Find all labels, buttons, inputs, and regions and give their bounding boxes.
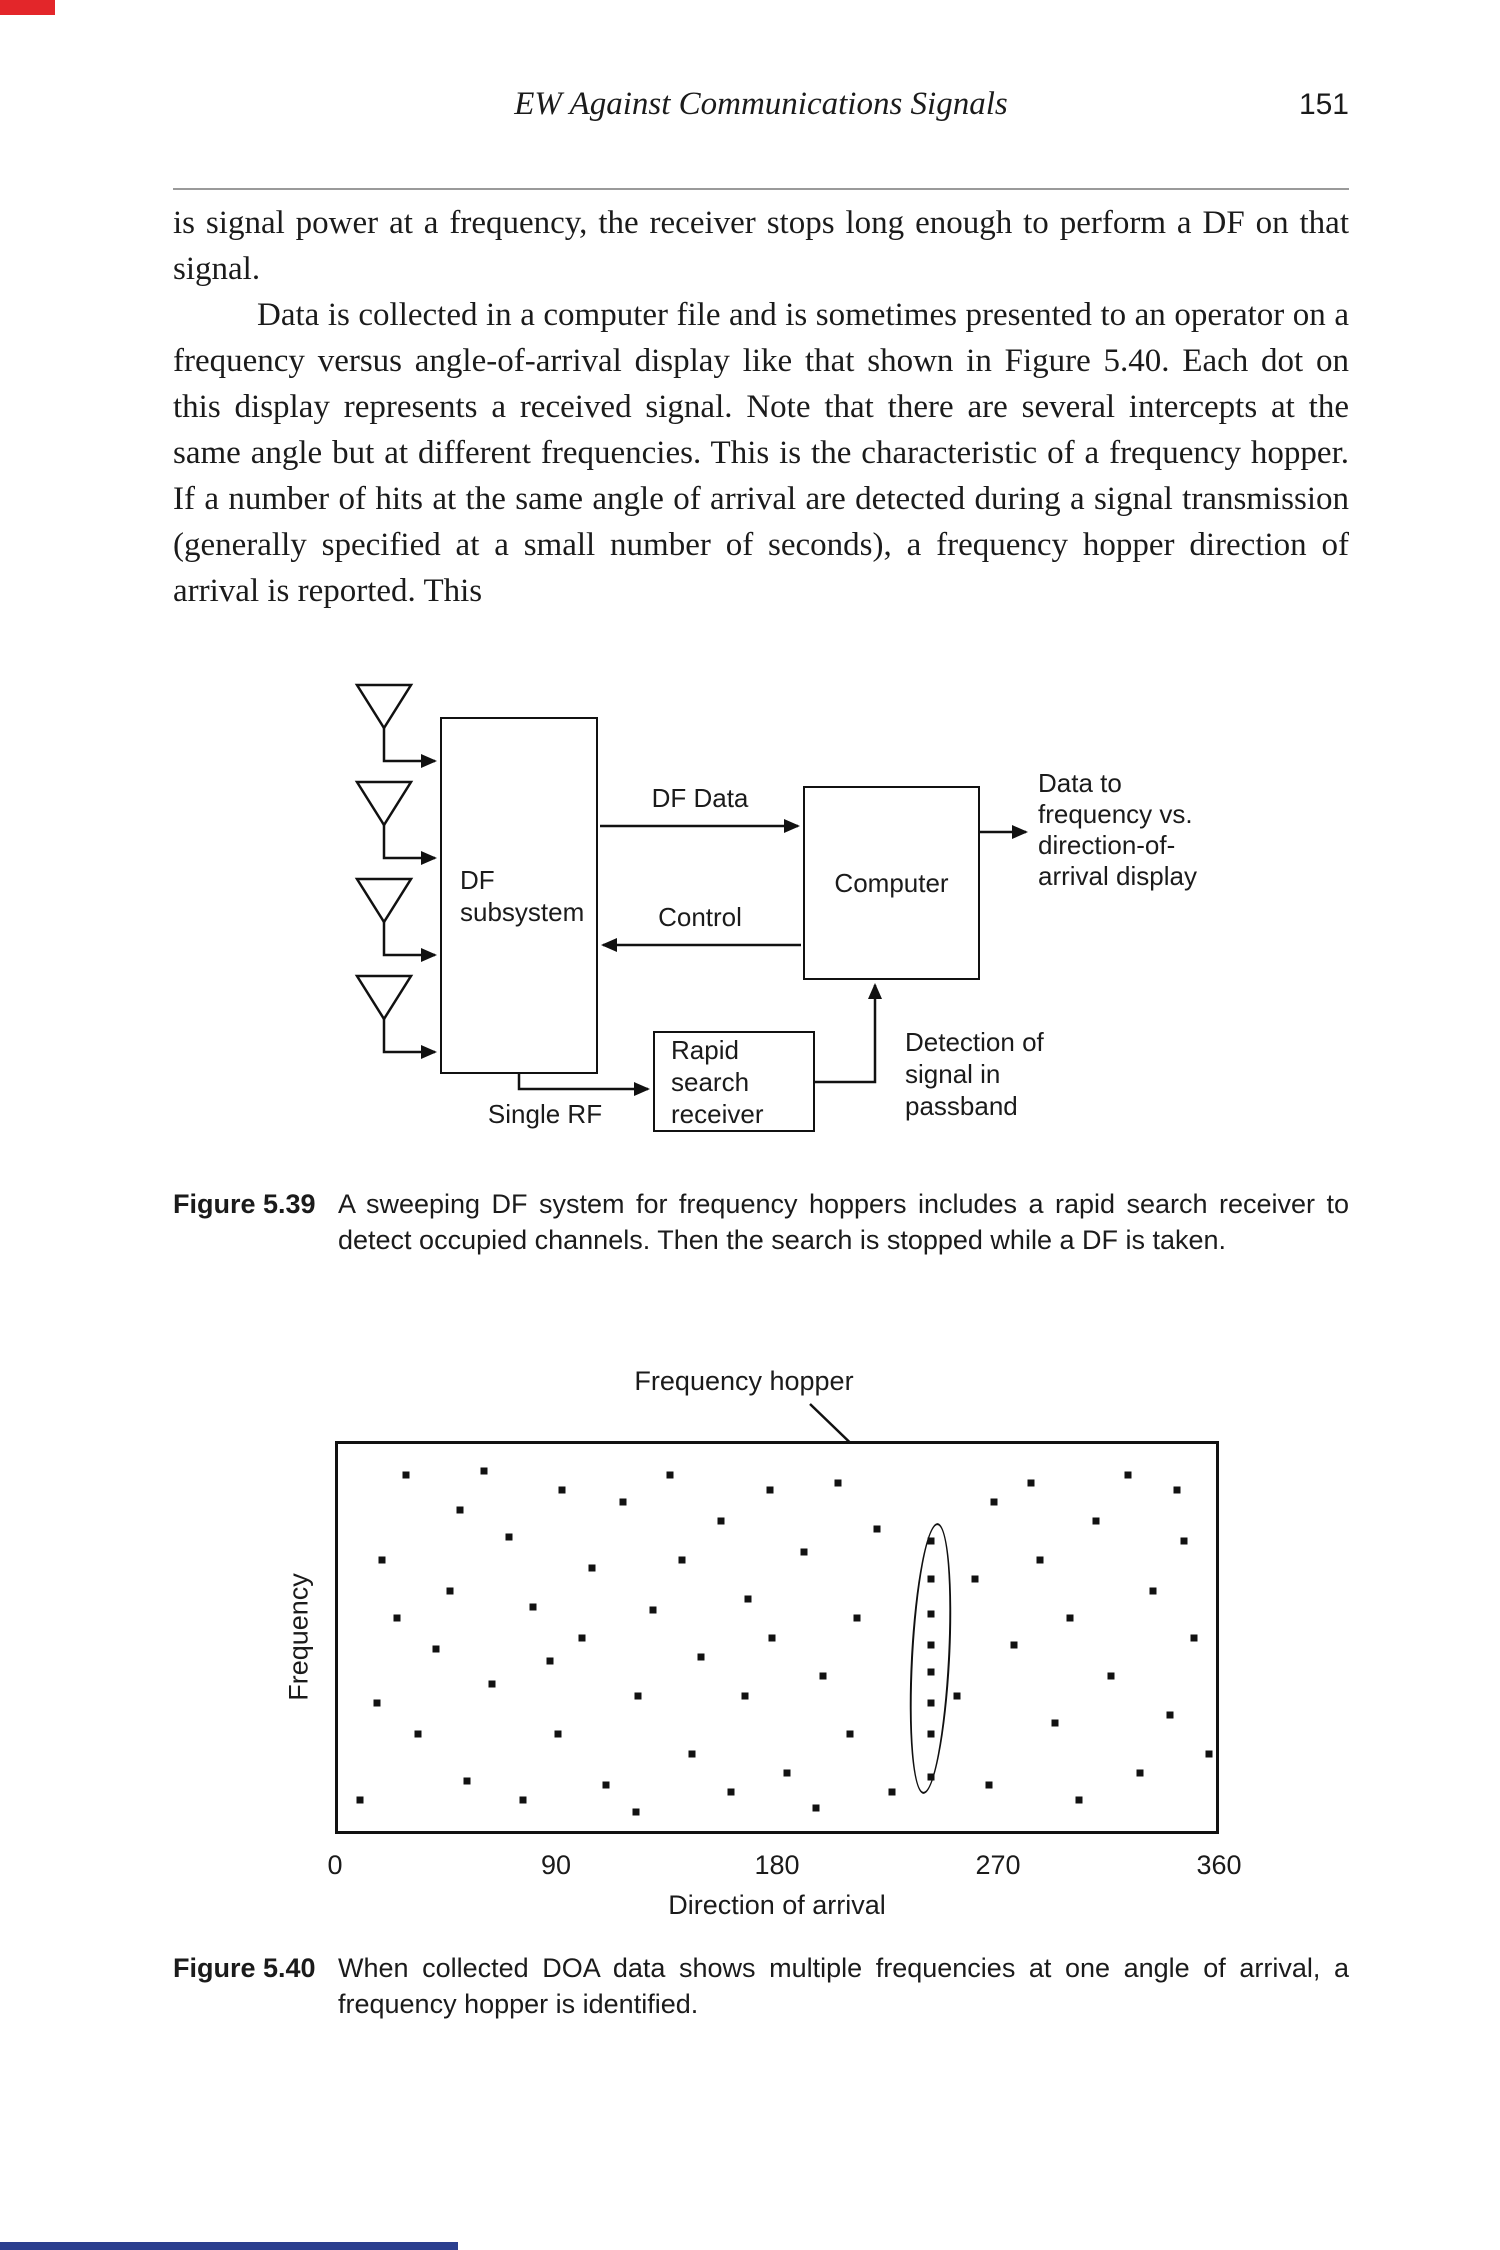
data-point — [447, 1588, 454, 1595]
data-point — [927, 1731, 934, 1738]
page-number: 151 — [1298, 88, 1349, 121]
computer-label: Computer — [834, 868, 949, 898]
data-point — [698, 1653, 705, 1660]
data-point — [1076, 1797, 1083, 1804]
data-point — [1149, 1588, 1156, 1595]
data-point — [620, 1499, 627, 1506]
data-point — [393, 1615, 400, 1622]
data-point — [603, 1781, 610, 1788]
x-tick-label: 270 — [975, 1850, 1021, 1880]
data-point — [800, 1549, 807, 1556]
data-point — [456, 1506, 463, 1513]
data-point — [432, 1646, 439, 1653]
df-subsystem-label: DF subsystem — [460, 864, 585, 927]
rapid-search-receiver-box — [653, 1031, 815, 1132]
data-point — [520, 1797, 527, 1804]
data-point — [927, 1773, 934, 1780]
line-single-rf — [519, 1074, 648, 1089]
data-point — [1173, 1487, 1180, 1494]
data-point — [1166, 1711, 1173, 1718]
running-head — [173, 86, 1349, 132]
data-point — [717, 1518, 724, 1525]
data-point — [783, 1769, 790, 1776]
data-point — [927, 1669, 934, 1676]
paragraph: Data is collected in a computer file and is sometimes presented to an operator on a frequency versus angle-of-arrival display like that shown in Figure 5.40. Each dot on this display represents a received signal. Note that there are several intercepts at the same angle but at different frequencies. This is the characteristic of a frequency hopper. If a number of hits at the same angle of arrival are detected during a signal transmission (generally specified at a small number of seconds), a frequency hopper direction of arrival is reported. This — [173, 297, 1349, 609]
scatter-plot-area — [335, 1441, 1219, 1834]
data-point — [403, 1471, 410, 1478]
data-point — [666, 1471, 673, 1478]
data-point — [488, 1680, 495, 1687]
data-point — [1066, 1615, 1073, 1622]
data-point — [927, 1611, 934, 1618]
figure-5-40-chart — [0, 1360, 1500, 1940]
antenna-icon — [357, 976, 435, 1052]
data-point — [632, 1808, 639, 1815]
hopper-ellipse — [904, 1522, 957, 1795]
data-point — [1108, 1673, 1115, 1680]
antenna-icon — [357, 782, 435, 858]
data-point — [464, 1777, 471, 1784]
scan-edge-blue — [0, 2242, 458, 2250]
detection-label: Detection of signal in passband — [905, 1027, 1044, 1121]
data-point — [927, 1642, 934, 1649]
data-point — [481, 1468, 488, 1475]
data-point — [559, 1487, 566, 1494]
data-point — [649, 1607, 656, 1614]
data-point — [1137, 1769, 1144, 1776]
data-point — [813, 1804, 820, 1811]
data-point — [1181, 1537, 1188, 1544]
control-label: Control — [658, 902, 742, 932]
data-point — [1191, 1634, 1198, 1641]
data-point — [854, 1615, 861, 1622]
data-point — [927, 1700, 934, 1707]
data-point — [820, 1673, 827, 1680]
data-point — [1093, 1518, 1100, 1525]
computer-box — [803, 786, 980, 980]
data-point — [834, 1479, 841, 1486]
data-point — [415, 1731, 422, 1738]
data-point — [678, 1557, 685, 1564]
data-point — [727, 1789, 734, 1796]
antenna-icon — [357, 685, 435, 761]
rapid-search-receiver-label: Rapid search receiver — [671, 1034, 764, 1129]
data-point — [378, 1557, 385, 1564]
data-point — [927, 1576, 934, 1583]
figure-label: Figure 5.40 — [173, 1953, 316, 1983]
data-point — [1010, 1642, 1017, 1649]
data-point — [1027, 1479, 1034, 1486]
x-tick-label: 180 — [754, 1850, 800, 1880]
data-point — [1205, 1750, 1212, 1757]
data-point — [1125, 1471, 1132, 1478]
paragraph: is signal power at a frequency, the receiver stops long enough to perform a DF on that signal. — [173, 205, 1349, 287]
data-to-display-label: Data to frequency vs. direction-of-arrival display — [1038, 768, 1197, 891]
data-point — [971, 1576, 978, 1583]
figure-5-39-diagram — [0, 670, 1500, 1180]
df-data-label: DF Data — [651, 783, 749, 813]
data-point — [356, 1797, 363, 1804]
data-point — [374, 1700, 381, 1707]
data-point — [954, 1692, 961, 1699]
x-tick-label: 90 — [540, 1850, 572, 1880]
data-point — [505, 1533, 512, 1540]
data-point — [991, 1499, 998, 1506]
data-point — [927, 1537, 934, 1544]
x-tick-label: 0 — [327, 1850, 343, 1880]
figure-5-40-caption — [173, 1950, 1349, 2022]
data-point — [688, 1750, 695, 1757]
data-point — [847, 1731, 854, 1738]
data-point — [554, 1731, 561, 1738]
figure-label: Figure 5.39 — [173, 1189, 316, 1219]
frequency-hopper-annotation: Frequency hopper — [634, 1366, 854, 1396]
body-text — [173, 200, 1349, 614]
data-point — [578, 1634, 585, 1641]
data-point — [1052, 1719, 1059, 1726]
data-point — [742, 1692, 749, 1699]
chapter-title: EW Against Communications Signals — [514, 86, 1008, 122]
data-point — [888, 1789, 895, 1796]
arrow-detection — [815, 985, 875, 1082]
data-point — [588, 1564, 595, 1571]
x-tick-row — [327, 1850, 1242, 1884]
df-subsystem-box — [440, 717, 598, 1074]
data-point — [744, 1595, 751, 1602]
figure-5-39-caption — [173, 1186, 1349, 1258]
data-point — [873, 1526, 880, 1533]
single-rf-label: Single RF — [487, 1099, 603, 1129]
data-point — [634, 1692, 641, 1699]
header-rule — [173, 188, 1349, 190]
scan-edge-red — [0, 0, 55, 15]
data-point — [1037, 1557, 1044, 1564]
data-point — [547, 1657, 554, 1664]
figure-caption-text: A sweeping DF system for frequency hoppers includes a rapid search receiver to detect occupied channels. Then the search is stopped while a DF is taken. — [338, 1189, 1349, 1255]
x-axis-label: Direction of arrival — [668, 1890, 886, 1920]
y-axis-label: Frequency — [283, 1573, 314, 1701]
figure-caption-text: When collected DOA data shows multiple frequencies at one angle of arrival, a frequency hopper is identified. — [338, 1953, 1349, 2019]
antenna-icon — [357, 879, 435, 955]
data-point — [986, 1781, 993, 1788]
x-tick-label: 360 — [1196, 1850, 1242, 1880]
data-point — [530, 1603, 537, 1610]
data-point — [769, 1634, 776, 1641]
data-point — [766, 1487, 773, 1494]
